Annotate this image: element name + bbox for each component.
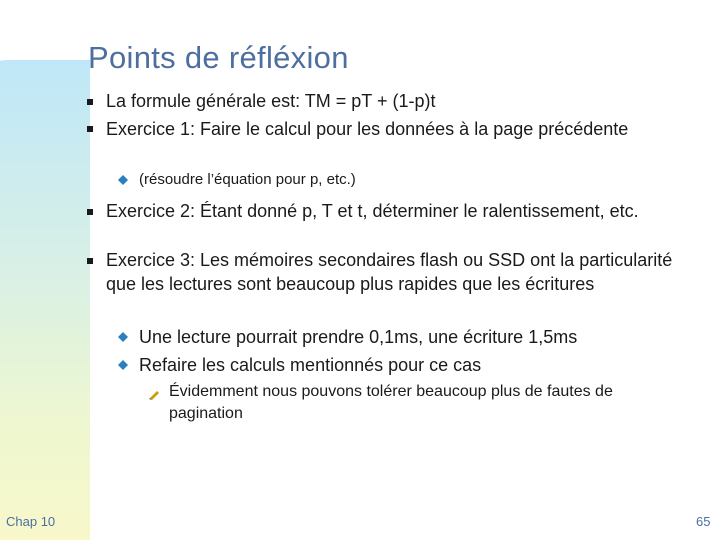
bullet-text: Exercice 3: Les mémoires secondaires flash ou SSD ont la particularité que les lectures sont beaucoup plus rapides que les écritures — [106, 250, 673, 294]
sub-bullet-text: (résoudre l’équation pour p, etc.) — [139, 171, 356, 188]
footer-chapter: Chap 10 — [6, 514, 56, 529]
page-number: 65 — [696, 514, 711, 529]
square-bullet-icon — [87, 258, 93, 264]
pen-bullet-icon — [148, 388, 160, 400]
decorative-gradient-band — [0, 60, 90, 540]
square-bullet-icon — [87, 99, 93, 105]
diamond-bullet-icon — [118, 360, 128, 370]
square-bullet-icon — [87, 209, 93, 215]
sub-sub-bullet-text: Évidemment nous pouvons tolérer beaucoup plus de fautes de pagination — [169, 383, 613, 422]
slide-title: Points de réfléxion — [88, 40, 349, 75]
bullet-text: Exercice 2: Étant donné p, T et t, déterminer le ralentissement, etc. — [106, 201, 639, 221]
sub-bullet-text: Refaire les calculs mentionnés pour ce cas — [139, 355, 482, 375]
diamond-bullet-icon — [118, 175, 128, 185]
bullet-text: La formule générale est: TM = pT + (1-p)t — [106, 91, 436, 111]
bullet-text: Exercice 1: Faire le calcul pour les données à la page précédente — [106, 119, 629, 139]
square-bullet-icon — [87, 126, 93, 132]
sub-bullet-text: Une lecture pourrait prendre 0,1ms, une écriture 1,5ms — [139, 327, 578, 347]
diamond-bullet-icon — [118, 332, 128, 342]
